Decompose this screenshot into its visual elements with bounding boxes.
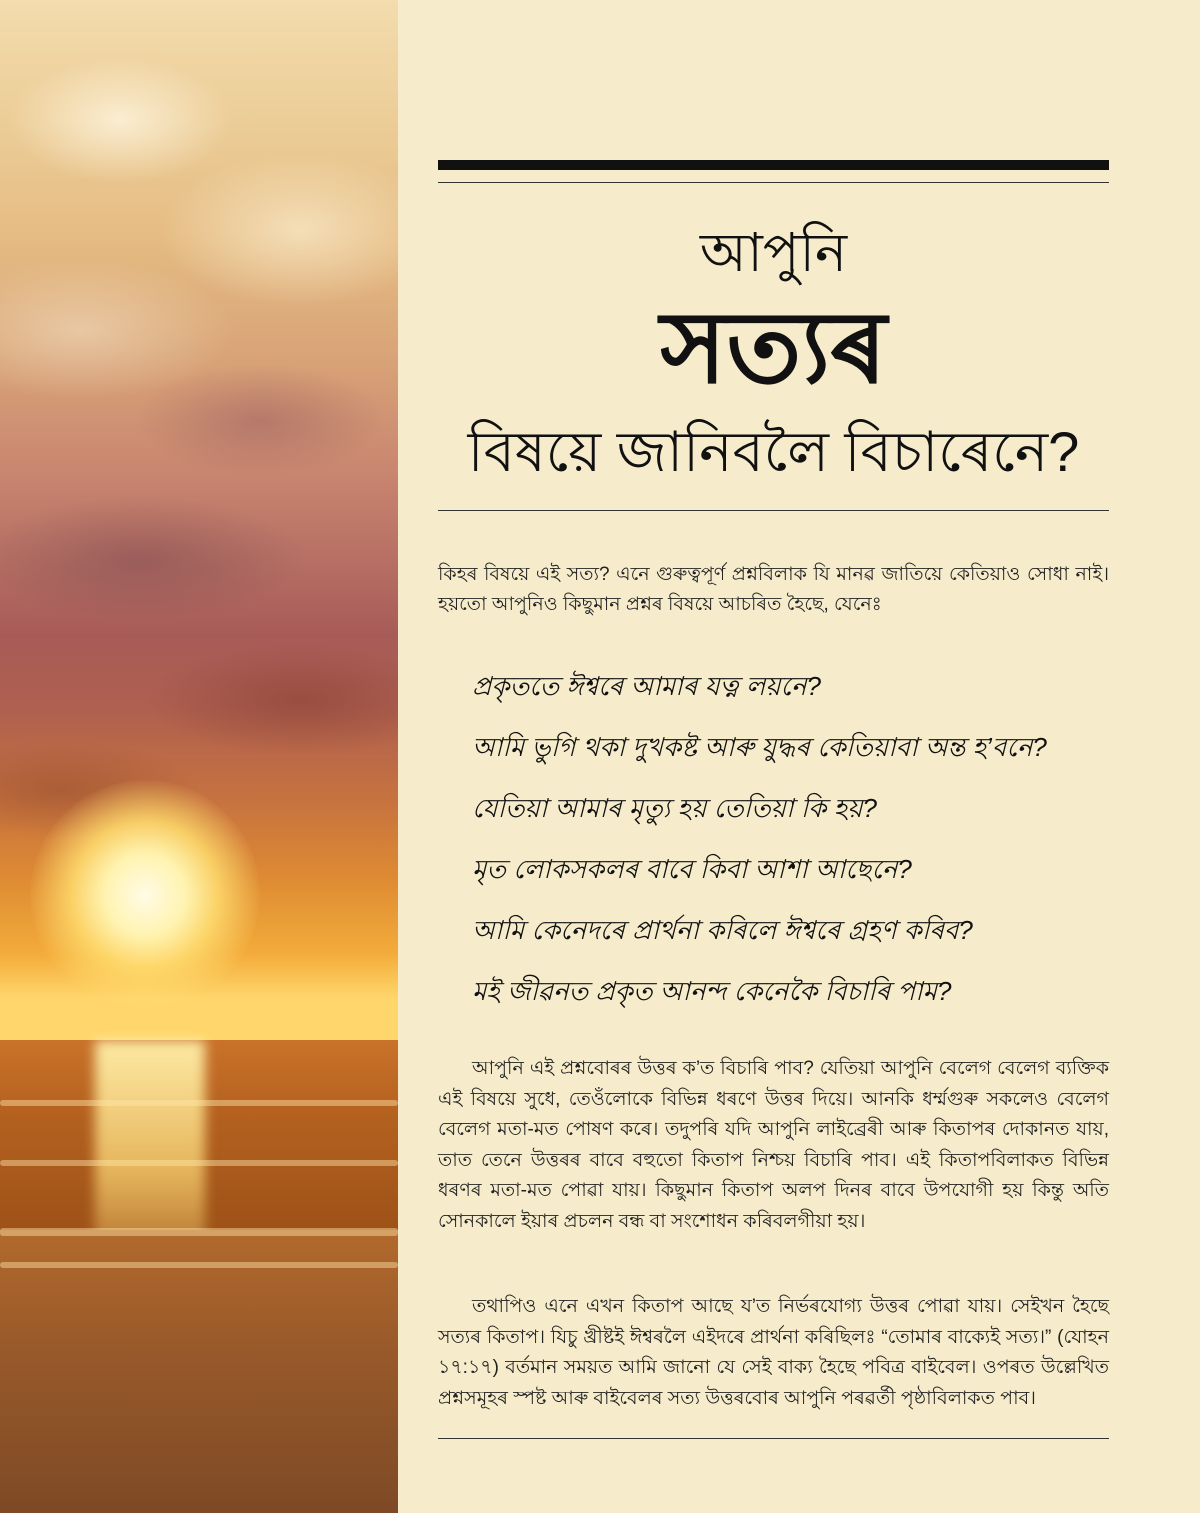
wave-line bbox=[0, 1262, 398, 1268]
title-line-2: সত্যৰ bbox=[660, 292, 887, 404]
title-divider bbox=[438, 510, 1109, 511]
question-item: আমি ভুগি থকা দুখকষ্ট আৰু যুদ্ধৰ কেতিয়াবা অন্ত হ’বনে? bbox=[472, 732, 1047, 762]
sun bbox=[30, 780, 260, 1010]
sunset-photo bbox=[0, 0, 398, 1513]
title-line-3: বিষয়ে জানিবলৈ বিচাৰেনে? bbox=[467, 420, 1080, 483]
question-item: মৃত লোকসকলৰ বাবে কিবা আশা আছেনে? bbox=[472, 854, 912, 884]
question-item: প্ৰকৃততে ঈশ্বৰে আমাৰ যত্ন লয়নে? bbox=[472, 671, 821, 701]
question-list bbox=[472, 660, 1112, 1026]
top-rule-thick bbox=[438, 160, 1109, 170]
wave-line bbox=[0, 1100, 398, 1106]
question-item: যেতিয়া আমাৰ মৃত্যু হয় তেতিয়া কি হয়? bbox=[472, 793, 877, 823]
question-item: আমি কেনেদৰে প্ৰাৰ্থনা কৰিলে ঈশ্বৰে গ্ৰহণ কৰিব? bbox=[472, 915, 973, 945]
title-line-1: আপুনি bbox=[699, 223, 848, 283]
intro-paragraph: কিহৰ বিষয়ে এই সত্য? এনে গুৰুত্বপূৰ্ণ প্ৰশ্নবিলাক যি মানৱ জাতিয়ে কেতিয়াও সোধা নাই। হয়তো আপুনিও কিছুমান প্ৰশ্নৰ বিষয়ে আচৰিত হৈছে, যেনেঃ bbox=[438, 564, 1109, 615]
top-rule-thin bbox=[438, 182, 1109, 183]
bottom-rule bbox=[438, 1438, 1109, 1439]
body-paragraph-1: আপুনি এই প্ৰশ্নবোৰৰ উত্তৰ ক’ত বিচাৰি পাব? যেতিয়া আপুনি বেলেগ বেলেগ ব্যক্তিক এই বিষয়ে সুধে, তেওঁলোকে বিভিন্ন ধৰণে উত্তৰ দিয়ে। আনকি ধৰ্ম্মগুৰু সকলেও বেলেগ বেলেগ মতা-মত পোষণ কৰে। তদুপৰি যদি আপুনি লাইব্ৰেৰী আৰু কিতাপৰ দোকানত যায়, তাত তেনে উত্তৰৰ বাবে বহুতো কিতাপ নিশ্চয় বিচাৰি পাব। এই কিতাপবিলাকত বিভিন্ন ধৰণৰ মতা-মত পোৱা যায়। কিছুমান কিতাপ অলপ দিনৰ বাবে উপযোগী হয় কিন্তু অতি সোনকালে ইয়াৰ প্ৰচলন বন্ধ বা সংশোধন কৰিবলগীয়া হয়। bbox=[438, 1058, 1109, 1232]
wave-line bbox=[0, 1160, 398, 1166]
body-paragraph-2: তথাপিও এনে এখন কিতাপ আছে য’ত নিৰ্ভৰযোগ্য উত্তৰ পোৱা যায়। সেইখন হৈছে সত্যৰ কিতাপ। যিচু খ্ৰীষ্টই ঈশ্বৰলৈ এইদৰে প্ৰাৰ্থনা কৰিছিলঃ “তোমাৰ বাক্যেই সত্য।” (যোহন ১৭:১৭) বৰ্তমান সময়ত আমি জানো যে সেই বাক্য হৈছে পবিত্ৰ বাইবেল। ওপৰত উল্লেখিত প্ৰশ্নসমূহৰ স্পষ্ট আৰু বাইবেলৰ সত্য উত্তৰবোৰ আপুনি পৰৱৰ্তী পৃষ্ঠাবিলাকত পাব। bbox=[438, 1296, 1109, 1409]
beach bbox=[0, 1230, 398, 1513]
question-item: মই জীৱনত প্ৰকৃত আনন্দ কেনেকৈ বিচাৰি পাম? bbox=[472, 976, 952, 1006]
wave-line bbox=[0, 1228, 398, 1236]
